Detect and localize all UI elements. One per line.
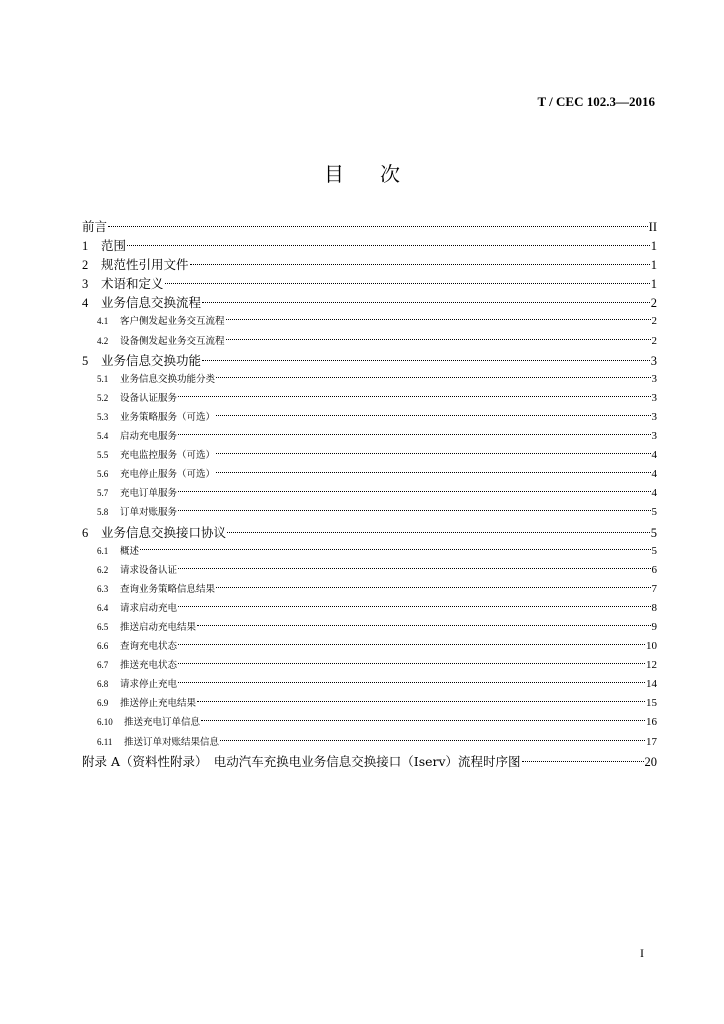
toc-entry[interactable] [82,408,657,427]
toc-entry[interactable] [82,255,657,274]
toc-entry-page: 4 [651,487,657,500]
toc-entry-label: 推送订单对账结果信息 [124,736,220,748]
toc-entry-number: 4.2 [97,335,109,346]
toc-entry-label: 订单对账服务 [120,507,178,519]
toc-dot-leader [216,587,650,588]
toc-entry-page: 4 [651,449,657,462]
toc-entry-page: 16 [646,716,657,729]
toc-entry-page: 7 [651,582,657,595]
title-part-1: 目 [324,162,344,186]
toc-entry-page: 1 [650,258,657,273]
page-title [0,158,724,187]
toc-entry-label: 推送充电订单信息 [124,717,201,729]
toc-entry-label: 设备侧发起业务交互流程 [120,335,225,347]
toc-entry-number: 5.3 [97,411,109,422]
toc-dot-leader [178,606,650,607]
toc-entry-page: 5 [650,525,657,540]
toc-dot-leader [227,532,650,533]
toc-entry-page: 2 [651,334,657,347]
toc-entry-label: 充电订单服务 [120,488,178,500]
toc-dot-leader [178,396,650,397]
toc-entry[interactable] [82,733,657,752]
toc-entry-page: 6 [651,563,657,576]
toc-dot-leader [226,319,651,320]
toc-entry[interactable] [82,427,657,446]
toc-entry[interactable] [82,274,657,293]
toc-entry-label: 查询业务策略信息结果 [120,583,216,595]
toc-entry-number: 6.11 [97,736,113,747]
toc-entry-page: 15 [646,697,657,710]
toc-entry[interactable] [82,465,657,484]
toc-entry-number: 5.7 [97,488,109,499]
toc-dot-leader [108,226,648,227]
toc-entry-number: 5.8 [97,507,109,518]
toc-entry-page: 17 [646,735,657,748]
toc-entry-label: 业务信息交换流程 [101,295,202,311]
toc-entry-number: 6.3 [97,583,109,594]
toc-entry[interactable] [82,351,657,370]
toc-entry-label: 术语和定义 [101,276,164,292]
toc-entry[interactable] [82,217,657,236]
toc-dot-leader [178,644,645,645]
toc-entry[interactable] [82,580,657,599]
table-of-contents [82,217,657,771]
title-part-2: 次 [380,162,400,186]
toc-entry-page: 2 [650,296,657,311]
toc-entry-label: 业务信息交换功能分类 [120,373,216,385]
toc-entry-number: 5.5 [97,450,109,461]
toc-entry-label: 业务信息交换接口协议 [101,524,227,540]
toc-dot-leader [197,625,650,626]
toc-dot-leader [216,472,650,473]
toc-dot-leader [202,360,650,361]
toc-entry-number: 1 [82,239,89,254]
toc-entry-number: 6.2 [97,564,109,575]
standard-code: T / CEC 102.3—2016 [537,94,655,109]
toc-dot-leader [178,434,650,435]
toc-entry-page: 5 [651,506,657,519]
toc-entry-page: 1 [650,277,657,292]
toc-dot-leader [522,761,644,762]
toc-entry-number: 6.7 [97,660,109,671]
toc-entry-label: 启动充电服务 [120,431,178,443]
toc-entry-page: 5 [651,544,657,557]
toc-entry-page: II [648,220,657,234]
toc-entry[interactable] [82,675,657,694]
toc-entry-label: 概述 [120,545,140,557]
toc-entry[interactable] [82,599,657,618]
toc-entry[interactable] [82,752,657,771]
toc-entry-label: 前言 [82,219,108,234]
toc-entry[interactable] [82,236,657,255]
toc-entry-page: 8 [651,601,657,614]
toc-entry-label: 请求启动充电 [120,602,178,614]
page-number: I [640,946,644,960]
toc-entry-label: 充电监控服务（可选） [120,450,216,462]
toc-dot-leader [190,264,650,265]
toc-entry-number: 6.4 [97,602,109,613]
toc-entry-label: 查询充电状态 [120,641,178,653]
toc-entry[interactable] [82,312,657,331]
toc-dot-leader [140,549,650,550]
toc-entry-number: 6.6 [97,641,109,652]
toc-dot-leader [178,663,645,664]
toc-entry-page: 20 [644,754,657,769]
toc-entry[interactable] [82,370,657,389]
toc-entry-number: 6.5 [97,621,109,632]
toc-dot-leader [216,453,650,454]
toc-dot-leader [216,415,650,416]
toc-entry-page: 3 [651,410,657,423]
toc-entry-label: 业务信息交换功能 [101,352,202,368]
toc-entry-number: 6.9 [97,698,109,709]
toc-dot-leader [202,302,650,303]
toc-entry[interactable] [82,656,657,675]
toc-dot-leader [220,740,645,741]
toc-entry[interactable] [82,561,657,580]
toc-entry[interactable] [82,293,657,312]
toc-entry[interactable] [82,389,657,408]
toc-entry[interactable] [82,523,657,542]
toc-entry-page: 3 [651,372,657,385]
toc-entry[interactable] [82,618,657,637]
toc-dot-leader [201,720,645,721]
toc-entry-label: 设备认证服务 [120,392,178,404]
toc-entry-page: 12 [646,659,657,672]
toc-entry-label: 附录 A（资料性附录） 电动汽车充换电业务信息交换接口（Iserv）流程时序图 [82,753,521,769]
toc-dot-leader [127,245,650,246]
toc-entry-page: 2 [651,315,657,328]
toc-entry-label: 推送启动充电结果 [120,621,197,633]
toc-entry-page: 9 [651,620,657,633]
toc-entry-number: 6.8 [97,679,109,690]
toc-entry-number: 5.1 [97,373,109,384]
toc-entry-number: 6.10 [97,717,113,728]
toc-entry-label: 请求停止充电 [120,679,178,691]
toc-entry[interactable] [82,446,657,465]
toc-entry-number: 4.1 [97,316,109,327]
toc-entry[interactable] [82,484,657,503]
toc-entry-page: 10 [646,640,657,653]
toc-entry-label: 推送停止充电结果 [120,698,197,710]
toc-entry-number: 6 [82,525,89,540]
toc-entry[interactable] [82,542,657,561]
toc-entry-label: 范围 [101,238,127,254]
toc-entry-number: 3 [82,277,89,292]
toc-entry[interactable] [82,694,657,713]
toc-entry-page: 3 [651,391,657,404]
toc-entry-label: 充电停止服务（可选） [120,469,216,481]
toc-dot-leader [226,339,651,340]
toc-entry-page: 14 [646,678,657,691]
toc-entry-label: 客户侧发起业务交互流程 [120,316,225,328]
toc-dot-leader [178,510,650,511]
toc-dot-leader [216,377,650,378]
toc-entry-number: 5 [82,353,89,368]
toc-entry-page: 4 [651,468,657,481]
toc-entry-number: 6.1 [97,545,109,556]
toc-dot-leader [197,701,645,702]
toc-entry-number: 4 [82,296,89,311]
toc-entry-label: 规范性引用文件 [101,257,189,273]
toc-entry-number: 5.6 [97,469,109,480]
toc-entry[interactable] [82,637,657,656]
toc-entry[interactable] [82,713,657,732]
toc-entry-page: 3 [650,353,657,368]
toc-entry-number: 5.2 [97,392,109,403]
toc-dot-leader [178,682,645,683]
toc-dot-leader [178,568,650,569]
toc-entry-label: 请求设备认证 [120,564,178,576]
toc-dot-leader [165,283,650,284]
toc-entry-number: 2 [82,258,89,273]
toc-entry-page: 3 [651,430,657,443]
toc-entry-label: 推送充电状态 [120,660,178,672]
toc-entry-page: 1 [650,239,657,254]
toc-entry[interactable] [82,503,657,522]
toc-entry-number: 5.4 [97,431,109,442]
toc-dot-leader [178,491,650,492]
toc-entry[interactable] [82,332,657,351]
toc-entry-label: 业务策略服务（可选） [120,411,216,423]
